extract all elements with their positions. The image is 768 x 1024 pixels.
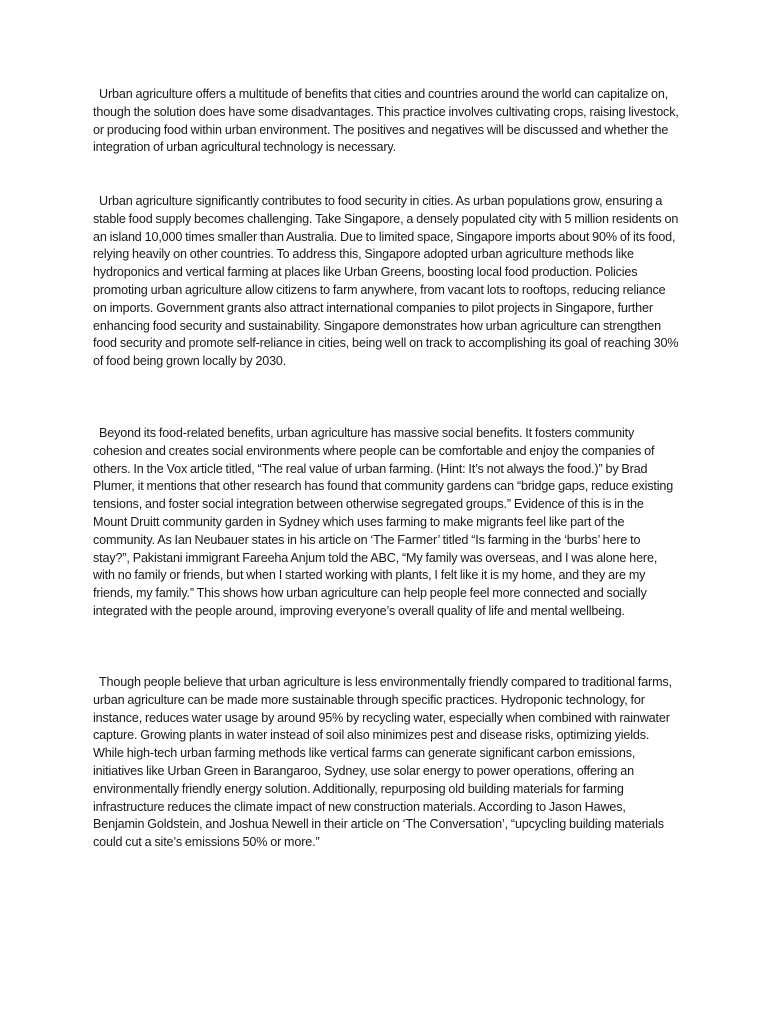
paragraph-food-security: Urban agriculture significantly contributes to food security in cities. As urban populations grow, ensuring a stable food supply becomes challenging. Take Singapore, a densely populated city with 5 million residents on an island 10,000 times smaller than Australia. Due to limited space, Singapore imports about 90% of its food, relying heavily on other countries. To address this, Singapore adopted urban agriculture methods like hydroponics and vertical farming at places like Urban Greens, boosting local food production. Policies promoting urban agriculture allow citizens to farm anywhere, from vacant lots to rooftops, reducing reliance on imports. Government grants also attract international companies to pilot projects in Singapore, further enhancing food security and sustainability. Singapore demonstrates how urban agriculture can strengthen food security and promote self-reliance in cities, being well on track to accomplishing its goal of reaching 30% of food being grown locally by 2030.	[93, 194, 679, 369]
paragraph-environmental-sustainability: Though people believe that urban agriculture is less environmentally friendly compared to traditional farms, urban agriculture can be made more sustainable through specific practices. Hydroponic technology, for instance, reduces water usage by around 95% by recycling water, especially when combined with rainwater capture. Growing plants in water instead of soil also minimizes pest and disease risks, optimizing yields. While high-tech urban farming methods like vertical farms can generate significant carbon emissions, initiatives like Urban Green in Barangaroo, Sydney, use solar energy to power operations, offering an environmentally friendly energy solution. Additionally, repurposing old building materials for farming infrastructure reduces the climate impact of new construction materials. According to Jason Hawes, Benjamin Goldstein, and Joshua Newell in their article on ‘The Conversation’, “upcycling building materials could cut a site’s emissions 50% or more.”	[93, 675, 672, 850]
paragraph-social-benefits: Beyond its food-related benefits, urban agriculture has massive social benefits. It fosters community cohesion and creates social environments where people can be comfortable and enjoy the companies of others. In the Vox article titled, “The real value of urban farming. (Hint: It’s not always the food.)” by Brad Plumer, it mentions that other research has found that community gardens can “bridge gaps, reduce existing tensions, and foster social integration between otherwise segregated groups.” Evidence of this is in the Mount Druitt community garden in Sydney which uses farming to make migrants feel like part of the community. As Ian Neubauer states in his article on ‘The Farmer’ titled “Is farming in the ‘burbs’ here to stay?”, Pakistani immigrant Fareeha Anjum told the ABC, “My family was overseas, and I was alone here, with no family or friends, but when I started working with plants, I felt like it is my home, and they are my friends, my family.” This shows how urban agriculture can help people feel more connected and socially integrated with the people around, improving everyone’s overall quality of life and mental wellbeing.	[93, 426, 674, 618]
paragraph-introduction: Urban agriculture offers a multitude of benefits that cities and countries around the world can capitalize on, though the solution does have some disadvantages. This practice involves cultivating crops, raising livestock, or producing food within urban environment. The positives and negatives will be discussed and whether the integration of urban agricultural technology is necessary.	[93, 87, 679, 155]
